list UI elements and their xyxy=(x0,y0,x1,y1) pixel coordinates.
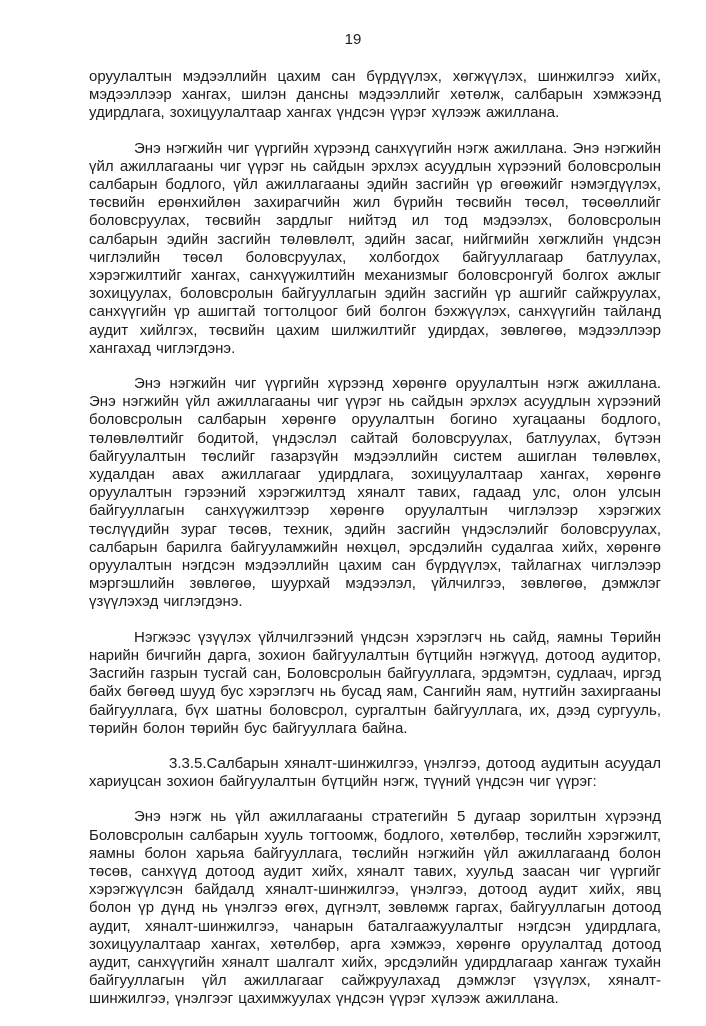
paragraph-service-users: Нэгжээс үзүүлэх үйлчилгээний үндсэн хэрэглэгч нь сайд, яамны Төрийн нарийн бичгийн дарга, зохион байгуулалтын бүтцийн нэгжүүд, дотоод аудитор, Засгийн газрын тусгай сан, Боловсролын байгууллага, эрдэмтэн, судлаач, иргэд байх бөгөөд шууд бус хэрэглэгч нь бусад яам, Сангийн яам, нутгийн захиргааны байгууллага, бүх шатны боловсрол, сургалтын байгууллага, их, дээд сургууль, төрийн болон төрийн бус байгууллага байна. xyxy=(89,628,661,737)
paragraph-monitoring-audit-unit: Энэ нэгж нь үйл ажиллагааны стратегийн 5 дугаар зорилтын хүрээнд Боловсролын салбарын хууль тогтоомж, бодлого, хөтөлбөр, төслийн хэрэгжилт, яамны болон харьяа байгууллага, төслийн нэгжийн үйл ажиллагаанд болон төсөв, санхүүд дотоод аудит хийх, хяналт тавих, хуульд заасан чиг үүргийг хэрэгжүүлсэн байдалд хяналт-шинжилгээ, үнэлгээ, дотоод аудит хийх, явц болон үр дүнд нь үнэлгээ өгөх, дүгнэлт, зөвлөмж гаргах, байгууллагын дотоод аудит, хяналт-шинжилгээ, чанарын баталгаажуулалтыг нэгдсэн удирдлага, зохицуулалтаар хангах, хөтөлбөр, арга хэмжээ, хөрөнгө оруулалтад дотоод аудит, санхүүгийн хяналт шалгалт хийх, эрсдэлийн удирдлагаар хангаж тухайн байгууллагын үйл ажиллагааг сайжруулахад дэмжлэг үзүүлэх, хяналт-шинжилгээ, үнэлгээг цахимжуулах үндсэн үүрэг хүлээж ажиллана. xyxy=(89,808,661,1008)
paragraph-continuation: оруулалтын мэдээллийн цахим сан бүрдүүлэх, хөгжүүлэх, шинжилгээ хийх, мэдээллээр хангах, шилэн дансны мэдээллийг хөтөлж, салбарын хэмжээнд удирдлага, зохицуулалтаар хангах үндсэн үүрэг хүлээж ажиллана. xyxy=(89,68,661,122)
paragraph-investment-unit: Энэ нэгжийн чиг үүргийн хүрээнд хөрөнгө оруулалтын нэгж ажиллана. Энэ нэгжийн үйл ажиллагааны чиг үүрэг нь сайдын эрхлэх асуудлын хүрээний боловсролын салбарын хөрөнгө оруулалтын богино хугацааны бодлого, төлөвлөлтийг бодитой, үндэслэл сайтай боловсруулах, батлуулах, бүтээн байгуулалтын төслийг газарзүйн мэдээллийн систем ашиглан төлөвлөх, худалдан авах ажиллагааг удирдлага, зохицуулалтаар хангах, хөрөнгө оруулалтын гэрээний хэрэгжилтэд хяналт тавих, гадаад улс, олон улсын байгууллагын санхүүжилтээр хөрөнгө оруулалтын чиглэлээр хэрэгжих төслүүдийн зураг төсөв, техник, эдийн засгийн үндэслэлийг боловсруулах, салбарын барилга байгууламжийн нөхцөл, эрсдэлийн судалгаа хийх, хөрөнгө оруулалтын нэгдсэн мэдээллийн цахим сан бүрдүүлэх, тайлагнах чиглэлээр мэргэшлийн зөвлөгөө, шуурхай мэдээлэл, үйлчилгээ, зөвлөгөө, дэмжлэг үзүүлэхэд чиглэгдэнэ. xyxy=(89,375,661,611)
paragraph-finance-unit: Энэ нэгжийн чиг үүргийн хүрээнд санхүүгийн нэгж ажиллана. Энэ нэгжийн үйл ажиллагааны чиг үүрэг нь сайдын эрхлэх асуудлын хүрээний боловсролын салбарын бодлого, үйл ажиллагааны эдийн засгийн үр өгөөжийг нэмэгдүүлэх, төсвийн ерөнхийлөн захирагчийн жил бүрийн төсвийн төсөл, төсөөллийг боловсруулах, төсвийн зардлыг нийтэд ил тод мэдээлэх, боловсролын салбарын эдийн засгийн төлөвлөлт, эдийн засаг, нийгмийн хөгжлийн үндсэн чиглэлийн төсөл боловсруулах, холбогдох байгууллагаар батлуулах, хэрэгжилтийг хангах, санхүүжилтийн механизмыг боловсронгуй болгох ажлыг зохицуулах, боловсролын байгууллагын эдийн засгийн үр ашгийг сайжруулах, санхүүгийн үр ашигтай тогтолцоог бий болгон бэхжүүлэх, санхүүгийн тайланд аудит хийлгэх, төсвийн цахим шилжилтийг удирдах, зөвлөгөө, мэдээллээр хангахад чиглэгдэнэ. xyxy=(89,139,661,357)
section-heading-3-3-5: 3.3.5.Салбарын хяналт-шинжилгээ, үнэлгээ, дотоод аудитын асуудал хариуцсан зохион байгуулалтын бүтцийн нэгж, түүний үндсэн чиг үүрэг: xyxy=(89,754,661,791)
page-number: 19 xyxy=(344,31,362,48)
document-body xyxy=(89,68,661,1026)
